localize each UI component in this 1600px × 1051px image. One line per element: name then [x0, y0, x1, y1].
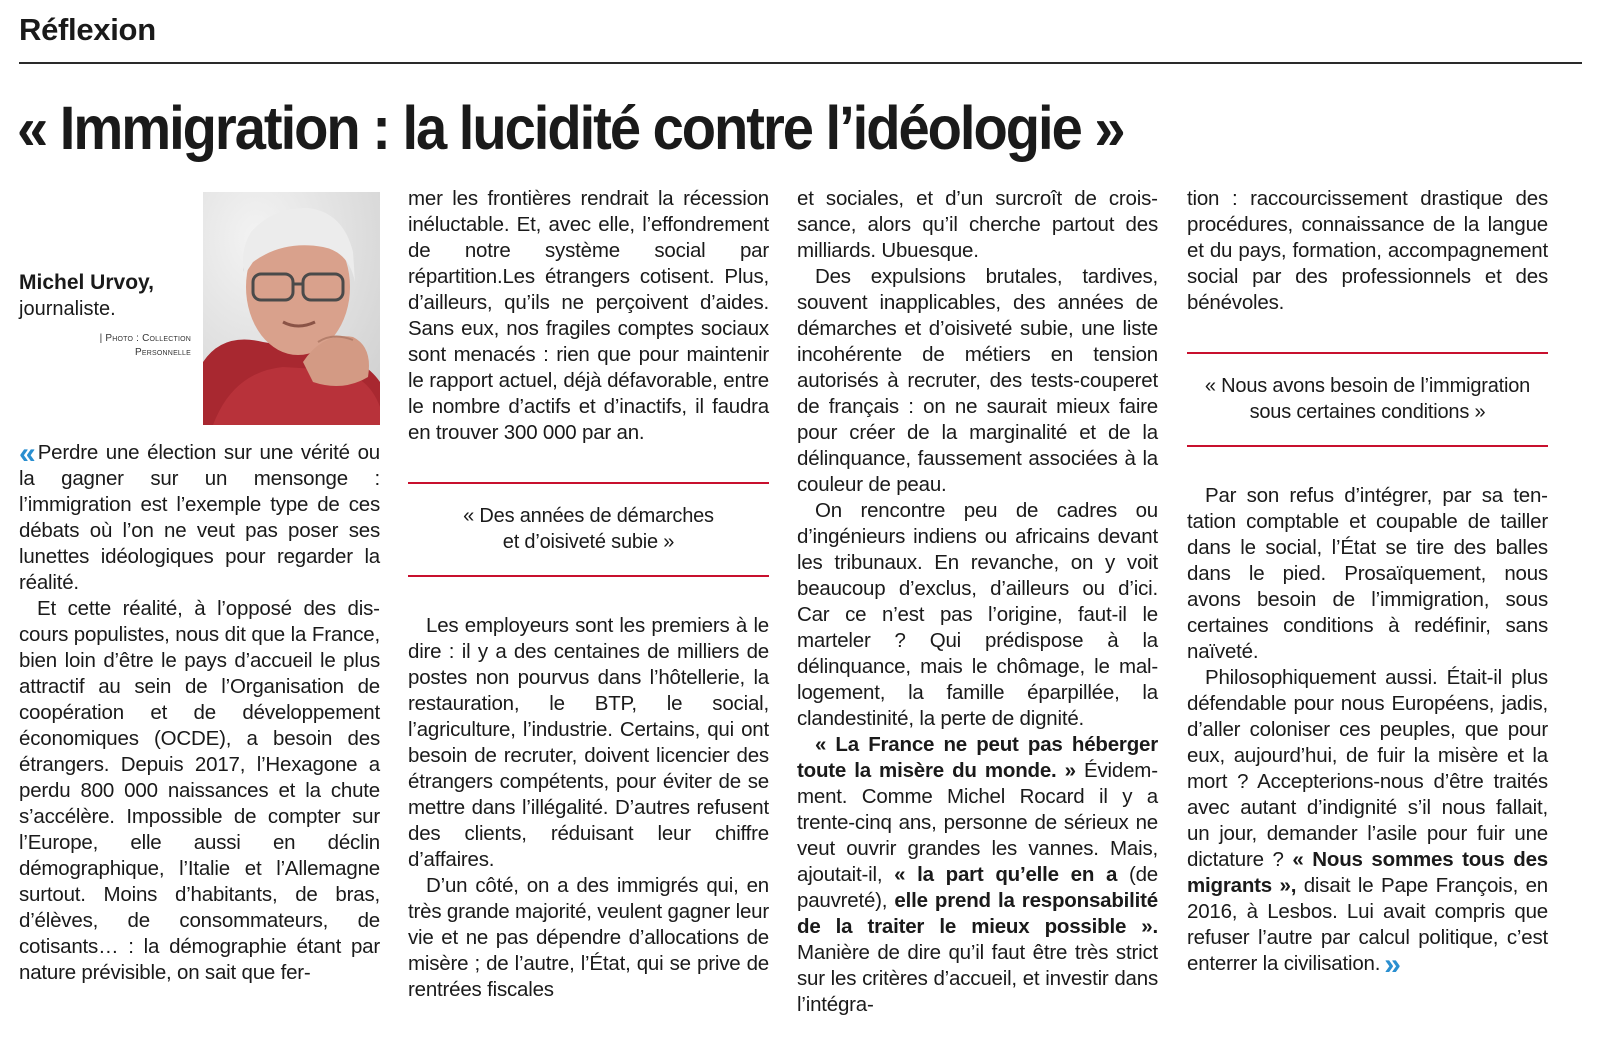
lead-paragraph: « Perdre une élection sur une vérité ou la gagner sur un mensonge : l’immigration est l’exemple type de ces débats où l’on ne veut pas poser ses lunettes idéologiques pour regarder la réalité. [19, 437, 380, 594]
headline: « Immigration : la lucidité contre l’idéologie » [17, 94, 1124, 162]
quote-bold: elle prend la responsabilité de la traiter le mieux possible ». [797, 889, 1158, 938]
paragraph: Les employeurs sont les premiers à le dire : il y a des centaines de milliers de postes non pourvus dans l’hôtellerie, la restauration, le BTP, le social, l’agriculture, l’industrie. Certains, qui ont besoin de recruter, doivent licencier des étrangers compétents, pour éviter de se mettre dans l’illégalité. D’autres refusent des clients, réduisant leur chiffre d’affaires. [408, 614, 769, 871]
author-name: Michel Urvoy, [19, 271, 154, 294]
author-role: journaliste. [19, 298, 116, 320]
quote-bold: « Nous sommes tous des migrants », [1187, 848, 1548, 897]
paragraph: mer les frontières rendrait la récession inéluctable. Et, avec elle, l’effondrement de notre système social par répartition.Les étrangers cotisent. Plus, d’ailleurs, qu’ils ne perçoivent d’aides. Sans eux, nos fragiles comptes sociaux sont menacés : rien que pour maintenir le rapport actuel, déjà défavorable, entre le nombre d’actifs et d’inactifs, il faudra en trouver 300 000 par an. [408, 187, 769, 444]
paragraph: Des expulsions brutales, tardives, souvent inapplicables, des années de démarches et d’oisiveté subie, une liste incohérente de métiers en tension autorisés à recruter, des tests-couperet de français : on ne saurait mieux faire pour créer de la marginalité et de la délinquance, faussement associées à la couleur de peau. [797, 265, 1158, 496]
paragraph: D’un côté, on a des immigrés qui, en très grande majorité, veulent gagner leur vie et ne pas dépendre d’allocations de misère ; de l’autre, l’État, qui se prive de rentrées fiscales [408, 874, 770, 1001]
column-3 [797, 186, 1158, 1018]
section-rule [19, 62, 1582, 64]
column-1 [19, 437, 380, 986]
column-2 [408, 186, 769, 1003]
photo-credit: | Photo : Collection Personnelle [99, 333, 191, 358]
paragraph: On rencontre peu de cadres ou d’ingénieurs indiens ou africains devant les tribunaux. En revanche, on y voit beaucoup d’exclus, d’ailleurs ou d’ici. Car ce n’est pas l’origine, faut-il le marteler ? Qui prédispose à la délinquance, mais le chômage, le mal-logement, la famille éparpillée, la clandestinité, la perte de dignité. [797, 499, 1158, 730]
pull-quote-line: « Nous avons besoin de l’immigration [1204, 375, 1531, 397]
open-quote-icon: « [19, 437, 32, 470]
pull-quote-line: « Des années de démarches [463, 505, 714, 527]
pull-quote [408, 482, 769, 577]
section-label: Réflexion [19, 12, 156, 47]
quote-bold: « La France ne peut pas héberger toute la misère du monde. » [797, 733, 1158, 782]
author-photo [203, 192, 380, 425]
paragraph: Et cette réalité, à l’opposé des discours populistes, nous dit que la France, bien loin d’être le pays d’accueil le plus attractif au sein de l’Organisation de coopération et de développement économiques (OCDE), a besoin des étrangers. Depuis 2017, l’Hexagone a perdu 800 000 naissances et la chute s’accélère. Impossible de compter sur l’Europe, elle aussi en déclin démographique, l’Italie et l’Allemagne surtout. Moins d’habitants, de bras, d’élèves, de consommateurs, de cotisants… : la démographie étant par nature prévisible, on sait que fer- [19, 597, 380, 984]
paragraph: Philosophiquement aussi. Était-il plus défendable pour nous Européens, jadis, d’aller coloniser ces peuples, que pour eux, aujourd’hui, de fuir la misère et la mort ? Accepterions-nous d’être traités avec autant d’indignité s’il nous fallait, un jour, demander l’asile pour fuir une dictature ? « Nous sommes tous des migrants », disait le Pape François, en 2016, à Lesbos. Lui avait compris que refuser l’autre par calcul politique, c’est enterrer la civilisation. » [1187, 666, 1549, 981]
column-4 [1187, 186, 1549, 981]
pull-quote-line: sous certaines conditions » [1249, 401, 1486, 423]
pull-quote-line: et d’oisiveté subie » [502, 531, 675, 553]
paragraph: Par son refus d’intégrer, par sa tentation comptable et coupable de tailler dans le social, l’État se tire des balles dans le pied. Prosaïquement, nous avons besoin de l’immigration, sous certaines conditions à redéfinir, sans naïveté. [1187, 484, 1548, 663]
paragraph: « La France ne peut pas héberger toute la misère du monde. » Évidemment. Comme Michel Rocard il y a trente-cinq ans, personne de sérieux ne veut ouvrir grandes les vannes. Mais, ajoutait-il, « la part qu’elle en a (de pauvreté), elle prend la responsabilité de la traiter le mieux possible ». Manière de dire qu’il faut être très strict sur les critères d’accueil, et investir dans l’intégra- [797, 733, 1159, 1016]
paragraph: tion : raccourcissement drastique des procédures, connaissance de la langue et du pays, formation, accompagnement social par des professionnels et des bénévoles. [1187, 187, 1548, 314]
pull-quote [1187, 352, 1548, 447]
quote-bold: « la part qu’elle en a [894, 863, 1118, 886]
author-portrait-illustration [203, 192, 380, 425]
close-quote-icon: » [1384, 948, 1397, 981]
paragraph: et sociales, et d’un surcroît de croissance, alors qu’il cherche partout des milliards. Ubuesque. [797, 187, 1158, 262]
